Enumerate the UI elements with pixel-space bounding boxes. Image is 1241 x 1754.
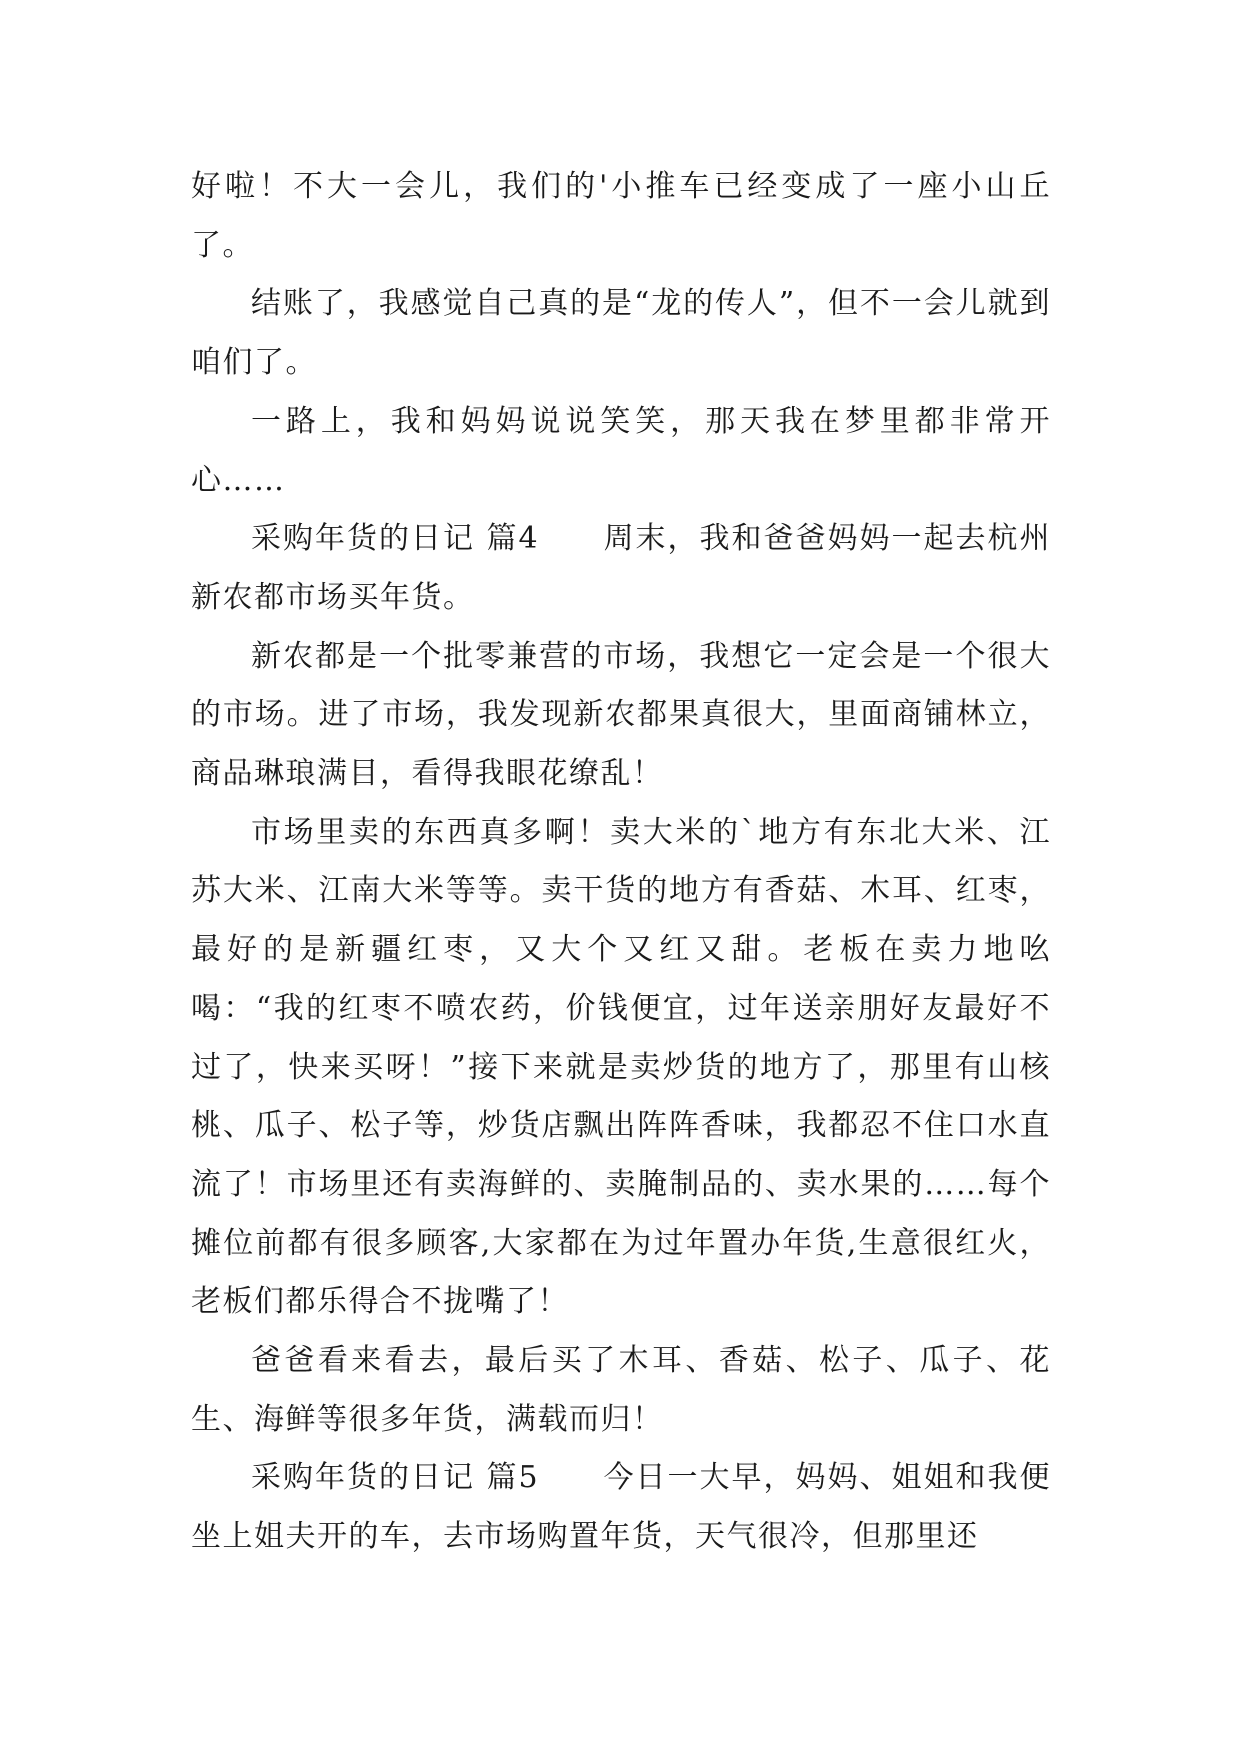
paragraph: 一路上，我和妈妈说说笑笑，那天我在梦里都非常开心…… bbox=[191, 403, 1051, 498]
paragraph: 新农都是一个批零兼营的市场，我想它一定会是一个很大的市场。进了市场，我发现新农都果真很大，里面商铺林立，商品琳琅满目，看得我眼花缭乱！ bbox=[191, 638, 1051, 792]
paragraph: 市场里卖的东西真多啊！卖大米的`地方有东北大米、江苏大米、江南大米等等。卖干货的地方有香菇、木耳、红枣，最好的是新疆红枣，又大个又红又甜。老板在卖力地吆喝：“我的红枣不喷农药，价钱便宜，过年送亲朋好友最好不过了，快来买呀！”接下来就是卖炒货的地方了，那里有山核桃、瓜子、松子等，炒货店飘出阵阵香味，我都忍不住口水直流了！市场里还有卖海鲜的、卖腌制品的、卖水果的……每个摊位前都有很多顾客,大家都在为过年置办年货,生意很红火，老板们都乐得合不拢嘴了！ bbox=[191, 814, 1051, 1320]
paragraph: 爸爸看来看去，最后买了木耳、香菇、松子、瓜子、花生、海鲜等很多年货，满载而归！ bbox=[191, 1343, 1051, 1437]
paragraph: 采购年货的日记 篇4 周末，我和爸爸妈妈一起去杭州新农都市场买年货。 bbox=[191, 521, 1051, 615]
paragraph: 采购年货的日记 篇5 今日一大早，妈妈、姐姐和我便坐上姐夫开的车，去市场购置年货，天气很冷，但那里还 bbox=[191, 1460, 1051, 1555]
document-body bbox=[191, 158, 1051, 1567]
paragraph: 结账了，我感觉自己真的是“龙的传人”，但不一会儿就到咱们了。 bbox=[191, 286, 1051, 381]
paragraph: 好啦！不大一会儿，我们的'小推车已经变成了一座小山丘了。 bbox=[191, 169, 1051, 263]
